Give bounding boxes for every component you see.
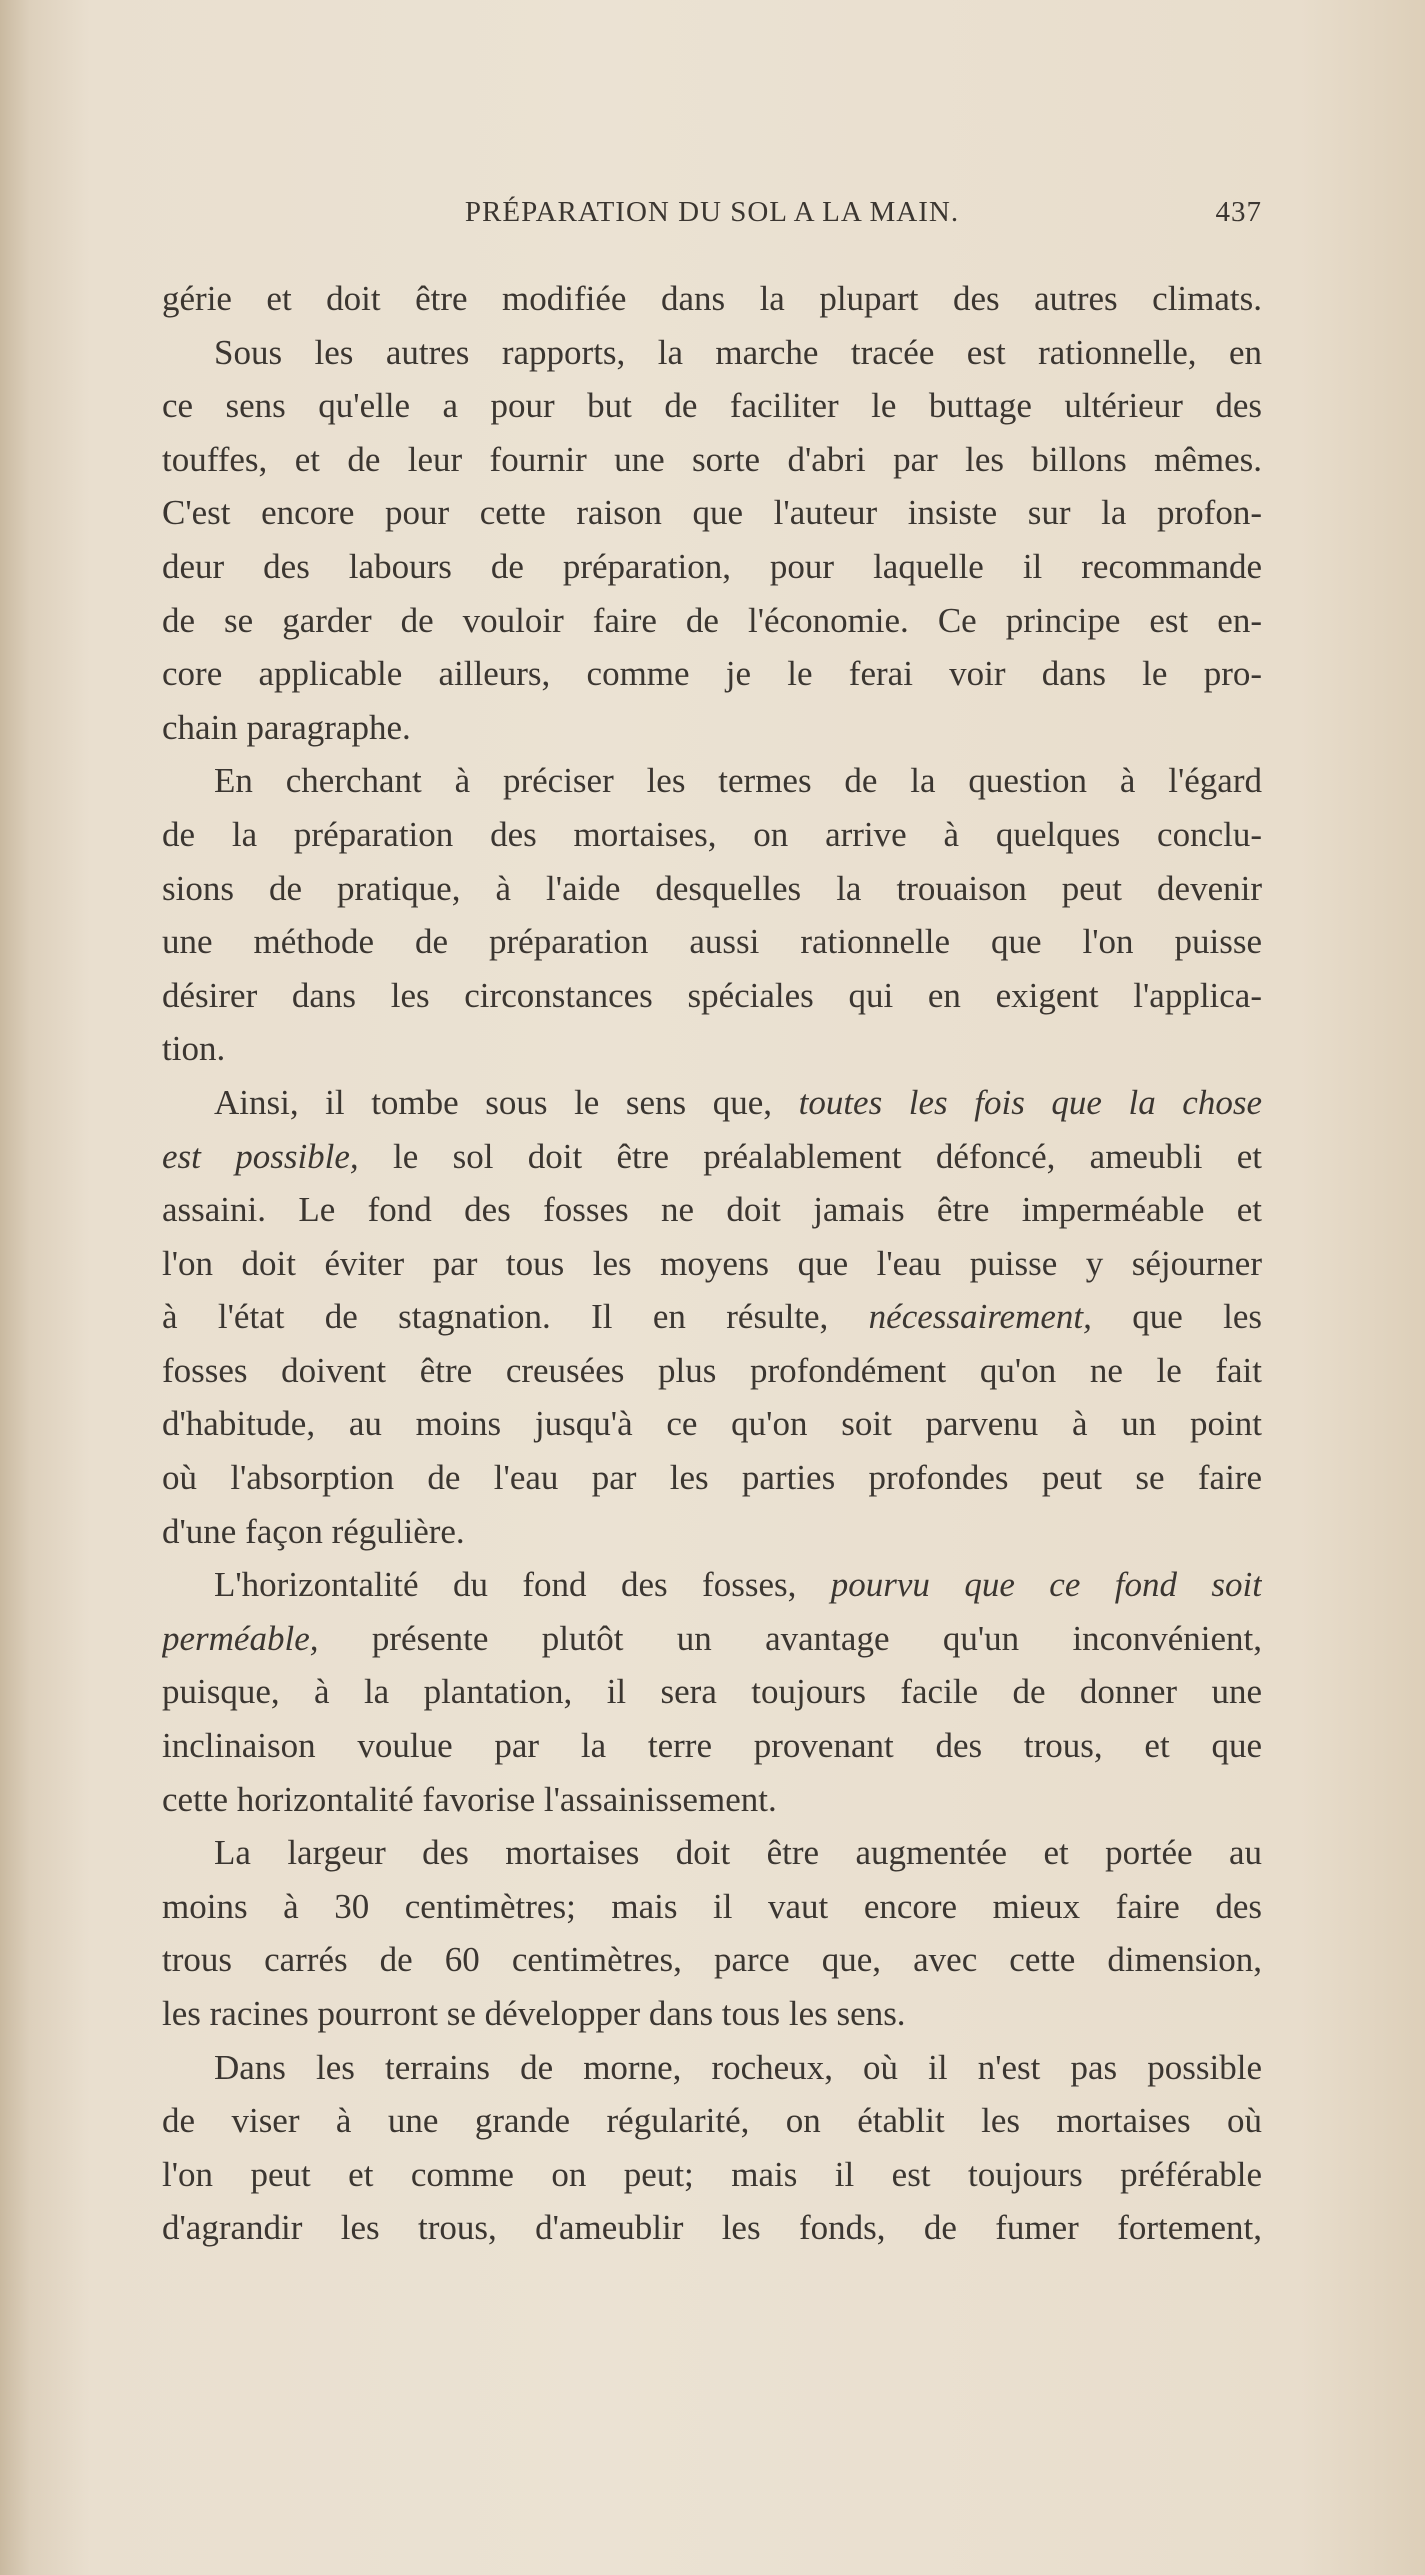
text-segment: Dans les terrains de morne, rocheux, où il n'est pas possible: [214, 2047, 1262, 2087]
text-line: [162, 1826, 1262, 1880]
text-segment: Ainsi, il tombe sous le sens que,: [214, 1082, 799, 1122]
text-line: [162, 701, 1262, 755]
text-segment: sions de pratique, à l'aide desquelles la trouaison peut devenir: [162, 868, 1262, 908]
text-segment: où l'absorption de l'eau par les parties profondes peut se faire: [162, 1458, 1262, 1498]
text-line: [162, 1933, 1262, 1987]
text-line: [162, 2201, 1262, 2255]
text-segment: l'on peut et comme on peut; mais il est toujours préférable: [162, 2154, 1262, 2194]
text-line: [162, 1290, 1262, 1344]
italic-text: pourvu que ce fond soit: [830, 1565, 1262, 1605]
text-segment: de viser à une grande régularité, on établit les mortaises où: [162, 2101, 1262, 2141]
text-segment: C'est encore pour cette raison que l'auteur insiste sur la profon-: [162, 493, 1262, 533]
text-segment: La largeur des mortaises doit être augmentée et portée au: [214, 1833, 1262, 1873]
text-line: [162, 915, 1262, 969]
text-line: [162, 1773, 1262, 1827]
text-line: [162, 1451, 1262, 1505]
text-line: [162, 862, 1262, 916]
text-segment: ce sens qu'elle a pour but de faciliter le buttage ultérieur des: [162, 386, 1262, 426]
text-segment: touffes, et de leur fournir une sorte d'abri par les billons mêmes.: [162, 439, 1262, 479]
text-segment: cette horizontalité favorise l'assainissement.: [162, 1779, 777, 1819]
text-line: [162, 1344, 1262, 1398]
text-line: [162, 808, 1262, 862]
italic-text: perméable,: [162, 1618, 319, 1658]
text-segment: fosses doivent être creusées plus profondément qu'on ne le fait: [162, 1350, 1262, 1390]
text-segment: gérie et doit être modifiée dans la plupart des autres climats.: [162, 279, 1262, 318]
italic-text: toutes les fois que la chose: [798, 1082, 1262, 1122]
text-segment: puisque, à la plantation, il sera toujours facile de donner une: [162, 1672, 1262, 1712]
text-segment: désirer dans les circonstances spéciales qui en exigent l'applica-: [162, 975, 1262, 1015]
text-line: [162, 379, 1262, 433]
text-line: [162, 1130, 1262, 1184]
text-line: [162, 1880, 1262, 1934]
body-text: [162, 272, 1262, 2255]
text-line: [162, 969, 1262, 1023]
text-segment: que les: [1091, 1297, 1262, 1337]
text-segment: une méthode de préparation aussi rationnelle que l'on puisse: [162, 922, 1262, 962]
text-segment: présente plutôt un avantage qu'un inconvénient,: [318, 1618, 1262, 1658]
text-segment: En cherchant à préciser les termes de la question à l'égard: [214, 761, 1262, 801]
text-segment: deur des labours de préparation, pour laquelle il recommande: [162, 546, 1262, 586]
italic-text: nécessairement,: [868, 1297, 1092, 1337]
text-line: [162, 1397, 1262, 1451]
text-line: [162, 1183, 1262, 1237]
text-segment: de la préparation des mortaises, on arrive à quelques conclu-: [162, 814, 1262, 854]
text-line: [162, 1022, 1262, 1076]
running-title: PRÉPARATION DU SOL A LA MAIN.: [464, 196, 960, 228]
text-line: [162, 647, 1262, 701]
italic-text: est possible,: [162, 1136, 359, 1176]
text-segment: Sous les autres rapports, la marche tracée est rationnelle, en: [214, 332, 1262, 372]
text-segment: inclinaison voulue par la terre provenant des trous, et que: [162, 1726, 1262, 1766]
text-line: [162, 2041, 1262, 2095]
text-line: [162, 1076, 1262, 1130]
text-line: [162, 2148, 1262, 2202]
text-line: [162, 1505, 1262, 1559]
text-line: [162, 754, 1262, 808]
text-segment: d'agrandir les trous, d'ameublir les fonds, de fumer fortement,: [162, 2208, 1262, 2248]
text-line: [162, 1719, 1262, 1773]
text-segment: trous carrés de 60 centimètres, parce que, avec cette dimension,: [162, 1940, 1262, 1980]
text-segment: core applicable ailleurs, comme je le ferai voir dans le pro-: [162, 654, 1262, 694]
text-line: [162, 433, 1262, 487]
text-line: [162, 1558, 1262, 1612]
text-segment: de se garder de vouloir faire de l'économie. Ce principe est en-: [162, 600, 1262, 640]
text-segment: l'on doit éviter par tous les moyens que l'eau puisse y séjourner: [162, 1243, 1262, 1283]
text-line: [162, 1237, 1262, 1291]
page-number: 437: [1215, 196, 1262, 228]
text-segment: assaini. Le fond des fosses ne doit jamais être imperméable et: [162, 1190, 1262, 1230]
text-line: [162, 540, 1262, 594]
text-line: [162, 486, 1262, 540]
text-segment: les racines pourront se développer dans tous les sens.: [162, 1994, 906, 2033]
text-line: [162, 594, 1262, 648]
text-line: [162, 272, 1262, 326]
text-segment: à l'état de stagnation. Il en résulte,: [162, 1297, 869, 1337]
text-line: [162, 1987, 1262, 2041]
text-segment: d'une façon régulière.: [162, 1511, 465, 1551]
text-line: [162, 326, 1262, 380]
text-line: [162, 1665, 1262, 1719]
text-segment: moins à 30 centimètres; mais il vaut encore mieux faire des: [162, 1886, 1262, 1926]
text-line: [162, 2094, 1262, 2148]
running-header: [162, 196, 1262, 246]
text-segment: chain paragraphe.: [162, 707, 411, 747]
text-segment: L'horizontalité du fond des fosses,: [214, 1565, 831, 1605]
text-segment: le sol doit être préalablement défoncé, ameubli et: [358, 1136, 1262, 1176]
text-segment: tion.: [162, 1029, 226, 1069]
text-segment: d'habitude, au moins jusqu'à ce qu'on soit parvenu à un point: [162, 1404, 1262, 1444]
text-line: [162, 1612, 1262, 1666]
